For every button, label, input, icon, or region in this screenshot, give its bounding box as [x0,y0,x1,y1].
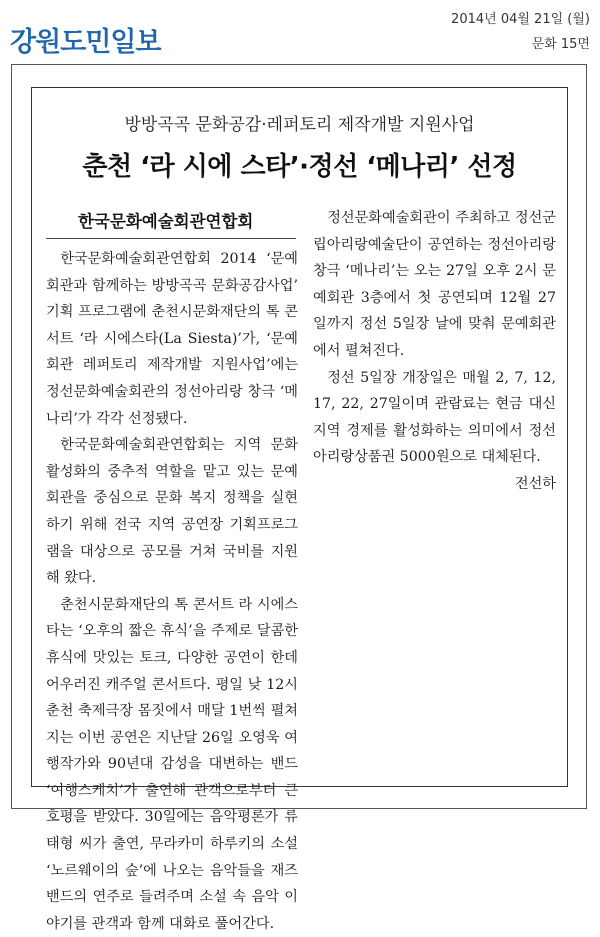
masthead [8,8,592,56]
article-column-right [313,205,556,785]
newspaper-name: 강원도민일보 [10,27,161,58]
publication-date: 2014년 04월 21일 (월) [451,12,590,27]
article-signature: 전선하 [514,475,556,492]
article-headline: 춘천 ‘라 시에 스타’·정선 ‘메나리’ 선정 [82,152,517,182]
publication-page: 문화 15면 [531,37,590,52]
paragraph-3: 춘천시문화재단의 톡 콘서트 라 시에스타는 ‘오후의 짧은 휴식’을 주제로 달콤한 휴식에 맛있는 토크, 다양한 공연이 한데 어우러진 캐주얼 콘서트다. 평일 낮 12시 춘천 축제극장 몸짓에서 매달 1번씩 펼쳐지는 이번 공연은 지난달 26일 오영욱 여행작가와 90년대 감성을 대변하는 밴드 ‘여행스케치’가 출연해 관객으로부터 큰 호평을 받았다. 30일에는 음악평론가 류태형 씨가 출연, 무라카미 하루키의 소설 ‘노르웨이의 숲’에 나오는 음악들을 재즈 밴드의 연주로 들려주며 소설 속 음악 이야기를 관객과 함께 대화로 풀어간다. [46,596,298,932]
article-subhead: 방방곡곡 문화공감·레퍼토리 제작개발 지원사업 [124,115,475,135]
paragraph-5: 정선 5일장 개장일은 매월 2, 7, 12, 17, 22, 27일이며 관람료는 현금 대신 지역 경제를 활성화하는 의미에서 정선아리랑상품권 5000원으로 대체된다. [313,369,556,466]
paragraph-4: 정선문화예술회관이 주최하고 정선군립아리랑예술단이 공연하는 정선아리랑 창극 ‘메나리’는 오는 27일 오후 2시 문예회관 3층에서 첫 공연되며 12월 27일까지 정선 5일장 날에 맞춰 문예회관에서 펼쳐진다. [313,210,556,359]
article-box [31,87,568,932]
byline-divider [46,238,296,239]
paragraph-2: 한국문화예술회관연합회는 지역 문화 활성화의 중추적 역할을 맡고 있는 문예회관을 중심으로 문화 복지 정책을 실현하기 위해 전국 지역 공연장 기획프로그램을 대상으로 공모를 거쳐 국비를 지원해 왔다. [46,437,298,587]
paragraph-1: 한국문화예술회관연합회 2014 ‘문예회관과 함께하는 방방곡곡 문화공감사업’ 기획 프로그램에 춘천시문화재단의 톡 콘서트 ‘라 시에스타(La Siesta)’가, ‘문예회관 레퍼토리 제작개발 지원사업’에는 정선문화예술회관의 정선아리랑 창극 ‘메나리’가 각각 선정됐다. [46,251,298,427]
article-column-left [46,246,298,932]
article-byline: 한국문화예술회관연합회 [78,212,254,231]
